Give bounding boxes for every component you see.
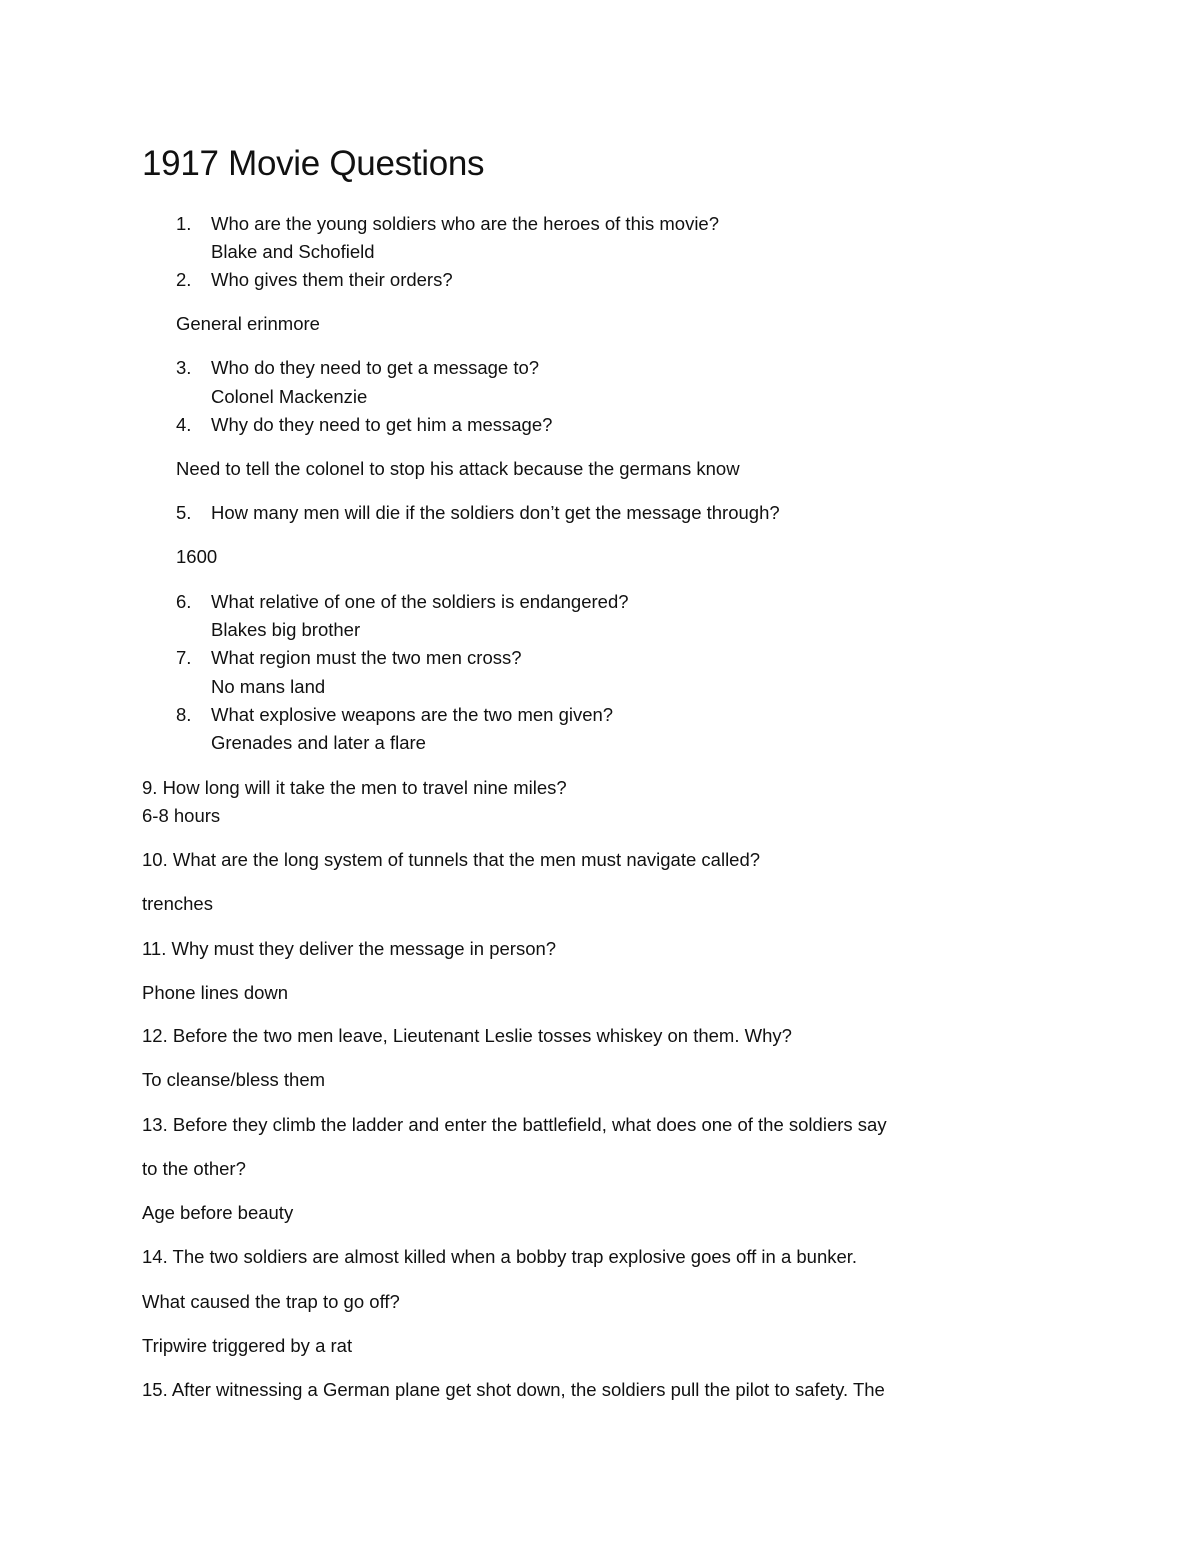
question-text: Why do they need to get him a message? (211, 414, 553, 435)
answer-text: Need to tell the colonel to stop his attack because the germans know (176, 458, 740, 479)
document-title: 1917 Movie Questions (142, 144, 485, 183)
question-text: 15. After witnessing a German plane get shot down, the soldiers pull the pilot to safety. The (142, 1379, 885, 1400)
answer-text: No mans land (211, 676, 326, 697)
list-item-number: 7. (176, 647, 192, 668)
question-text: 13. Before they climb the ladder and enter the battlefield, what does one of the soldiers say (142, 1114, 887, 1135)
list-item-number: 2. (176, 269, 192, 290)
question-text: 10. What are the long system of tunnels that the men must navigate called? (142, 849, 761, 870)
answer-text: Tripwire triggered by a rat (142, 1335, 353, 1356)
question-text: What region must the two men cross? (211, 647, 522, 668)
answer-text: Phone lines down (142, 982, 289, 1003)
answer-text: Blakes big brother (211, 619, 361, 640)
question-text-continued: to the other? (142, 1158, 246, 1179)
list-item-number: 8. (176, 704, 192, 725)
question-text: Who gives them their orders? (211, 269, 453, 290)
question-text: Who are the young soldiers who are the heroes of this movie? (211, 213, 720, 234)
answer-text: Blake and Schofield (211, 241, 375, 262)
answer-text: General erinmore (176, 313, 320, 334)
question-text: How many men will die if the soldiers don’t get the message through? (211, 502, 780, 523)
question-text: 12. Before the two men leave, Lieutenant Leslie tosses whiskey on them. Why? (142, 1025, 792, 1046)
list-item-number: 4. (176, 414, 192, 435)
answer-text: Colonel Mackenzie (211, 386, 368, 407)
question-text: 9. How long will it take the men to travel nine miles? (142, 777, 567, 798)
list-item-number: 5. (176, 502, 192, 523)
question-text-continued: What caused the trap to go off? (142, 1291, 400, 1312)
question-text: 14. The two soldiers are almost killed when a bobby trap explosive goes off in a bunker. (142, 1246, 858, 1267)
list-item-number: 1. (176, 213, 192, 234)
answer-text: 1600 (176, 546, 218, 567)
answer-text: Grenades and later a flare (211, 732, 426, 753)
list-item-number: 6. (176, 591, 192, 612)
answer-text: trenches (142, 893, 213, 914)
answer-text: Age before beauty (142, 1202, 294, 1223)
list-item-number: 3. (176, 357, 192, 378)
answer-text: To cleanse/bless them (142, 1069, 326, 1090)
question-text: What relative of one of the soldiers is endangered? (211, 591, 629, 612)
question-text: Who do they need to get a message to? (211, 357, 540, 378)
question-text: What explosive weapons are the two men given? (211, 704, 614, 725)
question-text: 11. Why must they deliver the message in person? (142, 938, 557, 959)
answer-text: 6-8 hours (142, 805, 221, 826)
